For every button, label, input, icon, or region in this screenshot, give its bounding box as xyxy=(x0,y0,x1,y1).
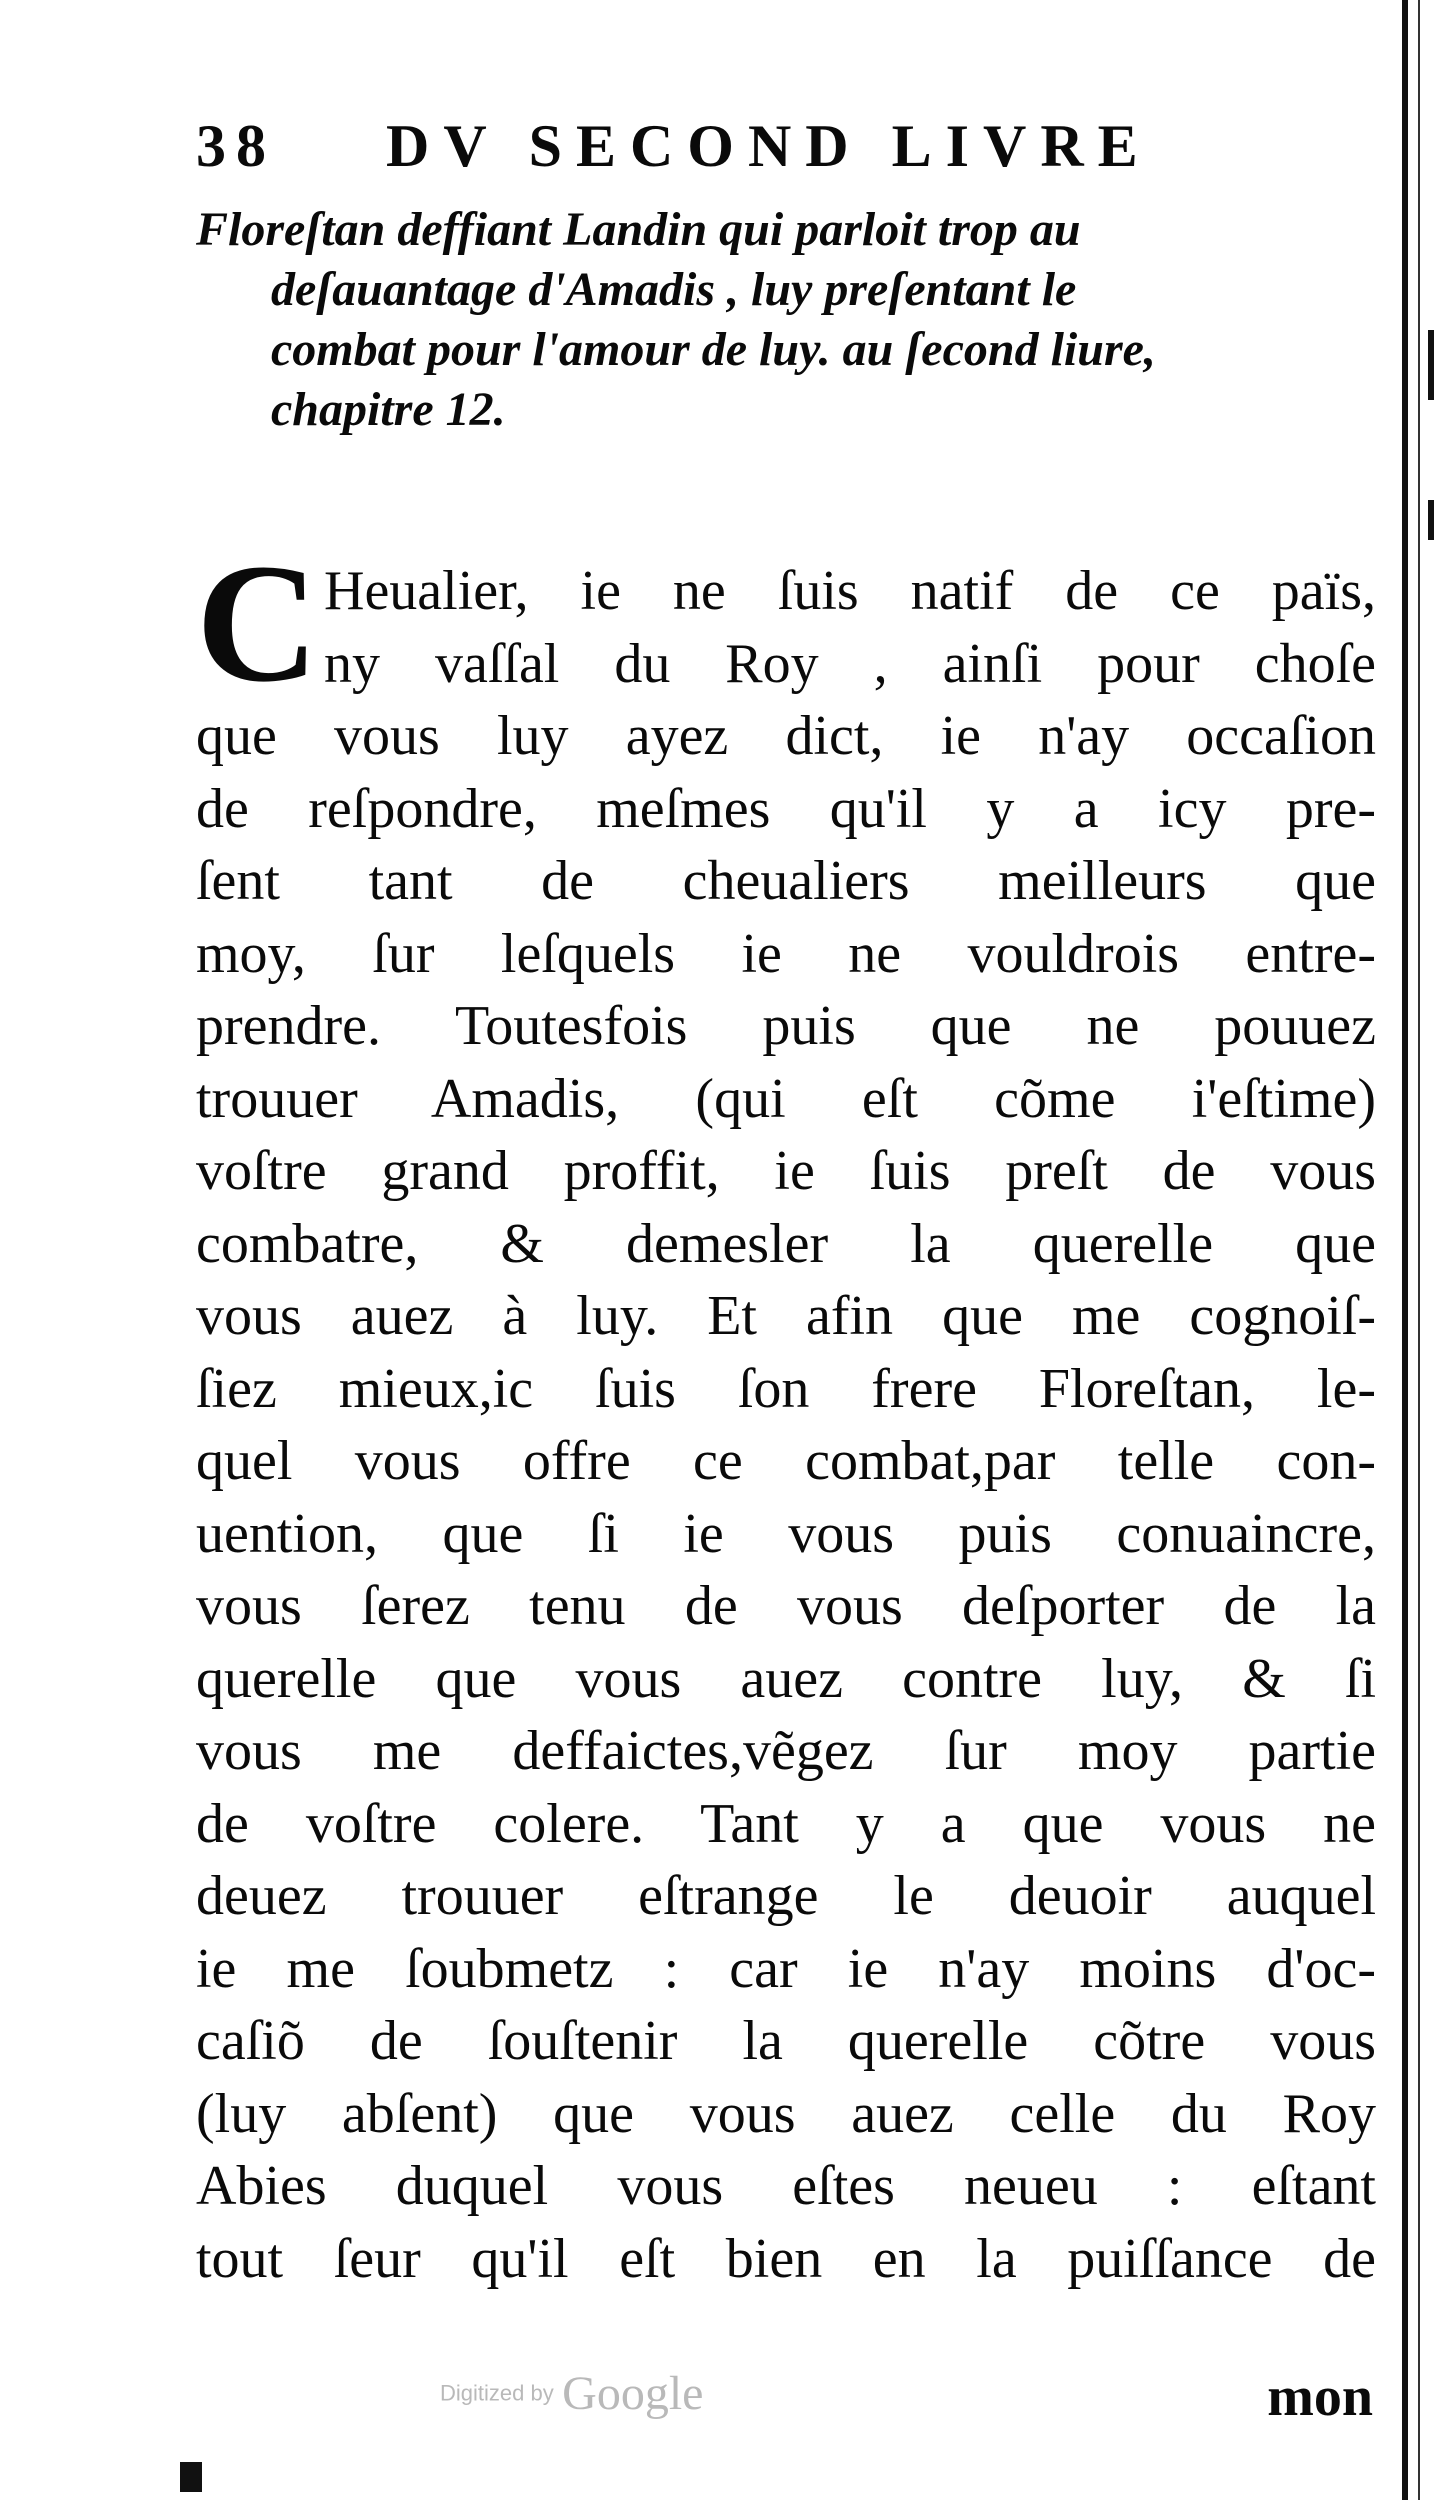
digitized-watermark xyxy=(440,2366,703,2421)
text-line: vous ſerez tenu de vous deſporter de la xyxy=(196,1575,1376,1637)
text-line: ſent tant de cheualiers meilleurs que xyxy=(196,850,1376,912)
text-line: ſiez mieux,ic ſuis ſon frere Floreſtan, le- xyxy=(196,1357,1376,1420)
text-line: ie me ſoubmetz : car ie n'ay moins d'oc- xyxy=(196,1937,1376,2000)
text-line: tout ſeur qu'il eſt bien en la puiſſance de xyxy=(196,2227,1376,2290)
argument-line: deſauantage d'Amadis , luy preſentant le xyxy=(271,263,1077,316)
text-line: caſiõ de ſouſtenir la querelle cõtre vous xyxy=(196,2010,1376,2072)
text-line: ny vaſſal du Roy , ainſi pour choſe xyxy=(324,632,1376,695)
argument-line: chapitre 12. xyxy=(271,383,506,436)
text-line: de reſpondre, meſmes qu'il y a icy pre- xyxy=(196,777,1376,840)
text-line: uention, que ſi ie vous puis conuaincre, xyxy=(196,1502,1376,1565)
text-line: de voſtre colere. Tant y a que vous ne xyxy=(196,1792,1376,1855)
bleed-mark xyxy=(1428,500,1434,540)
text-line: combatre, & demesler la querelle que xyxy=(196,1212,1376,1275)
drop-cap: C xyxy=(196,529,319,717)
catchword: mon xyxy=(1267,2366,1373,2428)
page-edge-line xyxy=(1418,0,1420,2500)
text-line: deuez trouuer eſtrange le deuoir auquel xyxy=(196,1865,1376,1927)
text-line: vous me deffaictes,vẽgez ſur moy partie xyxy=(196,1720,1376,1782)
text-line: (luy abſent) que vous auez celle du Roy xyxy=(196,2082,1376,2145)
text-line: que vous luy ayez dict, ie n'ay occaſion xyxy=(196,705,1376,767)
chapter-argument xyxy=(196,200,1376,440)
text-line: quel vous offre ce combat,par telle con- xyxy=(196,1430,1376,1492)
bleed-mark xyxy=(1428,330,1434,400)
running-title: DV SECOND LIVRE xyxy=(386,113,1152,179)
digitized-by-text: Digitized by xyxy=(440,2380,554,2406)
text-line: moy, ſur leſquels ie ne vouldrois entre- xyxy=(196,922,1376,985)
page-number: 38 xyxy=(196,113,276,179)
bleed-mark xyxy=(180,2462,202,2492)
text-line: Abies duquel vous eſtes neueu : eſtant xyxy=(196,2155,1376,2217)
text-line: querelle que vous auez contre luy, & ſi xyxy=(196,1647,1376,1710)
body-text xyxy=(196,555,1376,2295)
page-edge-shadow xyxy=(1402,0,1408,2500)
page-header xyxy=(196,112,1376,182)
text-line: voſtre grand proffit, ie ſuis preſt de vous xyxy=(196,1140,1376,1202)
text-line: Heualier, ie ne ſuis natif de ce païs, xyxy=(324,560,1376,622)
argument-line: Floreſtan deffiant Landin qui parloit trop au xyxy=(196,203,1081,256)
argument-line: combat pour l'amour de luy. au ſecond liure, xyxy=(271,323,1156,376)
text-line: trouuer Amadis, (qui eſt cõme i'eſtime) xyxy=(196,1067,1376,1130)
text-line: vous auez à luy. Et afin que me cognoiſ- xyxy=(196,1285,1376,1347)
text-line: prendre. Toutesfois puis que ne pouuez xyxy=(196,995,1376,1057)
google-logo: Google xyxy=(562,2367,704,2420)
